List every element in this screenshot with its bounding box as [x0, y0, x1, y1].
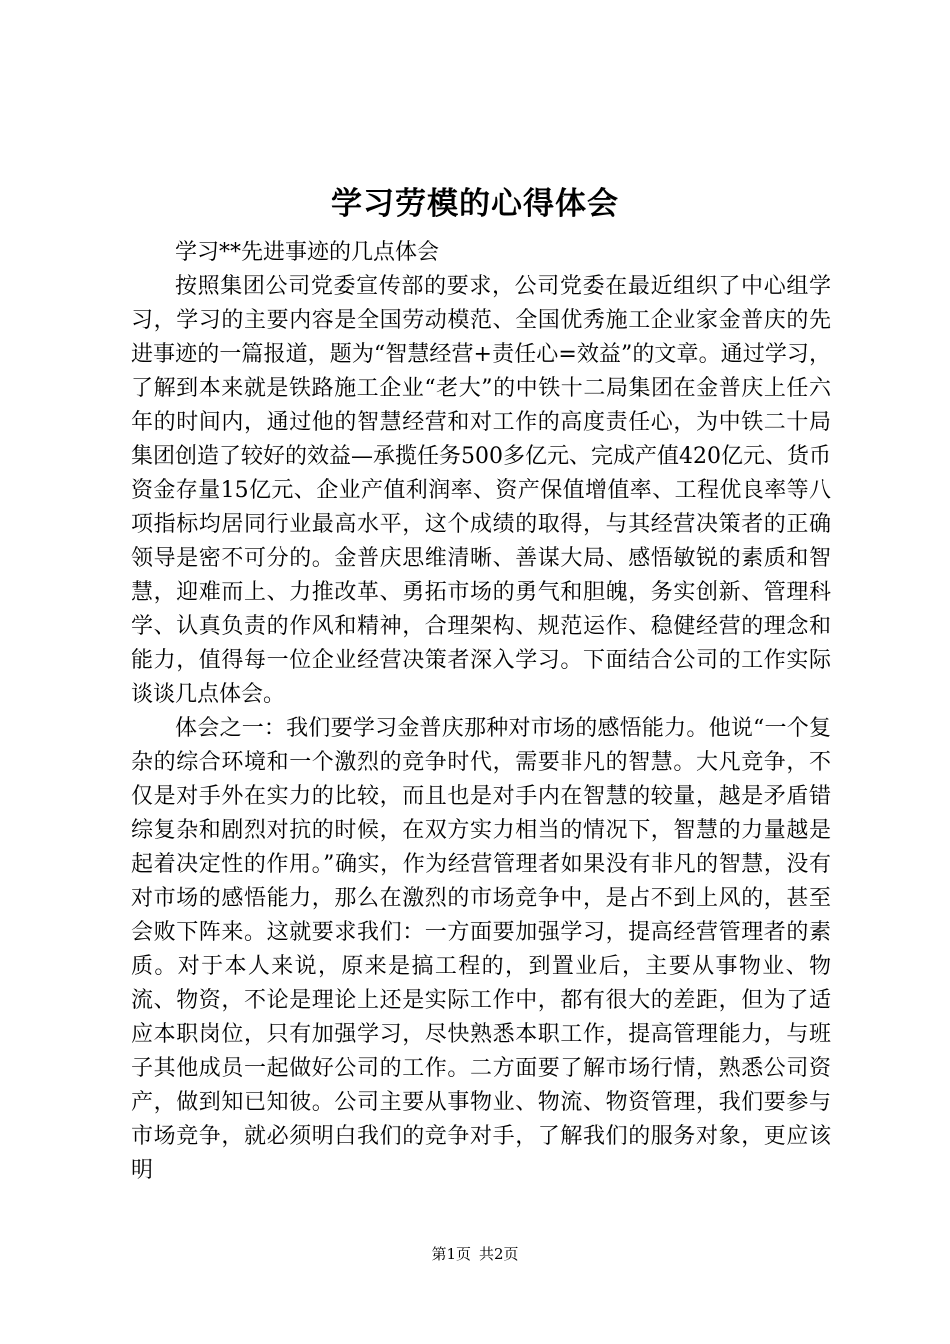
page-footer: [0, 1244, 950, 1264]
subtitle-paragraph: 学习**先进事迹的几点体会: [175, 240, 440, 265]
body-paragraph: 体会之一：我们要学习金普庆那种对市场的感悟能力。他说“一个复杂的综合环境和一个激烈的竞争时代，需要非凡的智慧。大凡竞争，不仅是对手外在实力的比较，而且也是对手内在智慧的较量，越是矛盾错综复杂和剧烈对抗的时候，在双方实力相当的情况下，智慧的力量越是起着决定性的作用。”确实，作为经营管理者如果没有非凡的智慧，没有对市场的感悟能力，那么在激烈的市场竞争中，是占不到上风的，甚至会败下阵来。这就要求我们：一方面要加强学习，提高经营管理者的素质。对于本人来说，原来是搞工程的，到置业后，主要从事物业、物流、物资，不论是理论上还是实际工作中，都有很大的差距，但为了适应本职岗位，只有加强学习，尽快熟悉本职工作，提高管理能力，与班子其他成员一起做好公司的工作。二方面要了解市场行情，熟悉公司资产，做到知已知彼。公司主要从事物业、物流、物资管理，我们要参与市场竞争，就必须明白我们的竞争对手，了解我们的服务对象，更应该明: [131, 716, 831, 1183]
body-paragraph: 按照集团公司党委宣传部的要求，公司党委在最近组织了中心组学习，学习的主要内容是全国劳动模范、全国优秀施工企业家金普庆的先进事迹的一篇报道，题为“智慧经营+责任心=效益”的文章。通过学习，了解到本来就是铁路施工企业“老大”的中铁十二局集团在金普庆上任六年的时间内，通过他的智慧经营和对工作的高度责任心，为中铁二十局集团创造了较好的效益—承揽任务500多亿元、完成产值420亿元、货币资金存量15亿元、企业产值利润率、资产保值增值率、工程优良率等八项指标均居同行业最高水平，这个成绩的取得，与其经营决策者的正确领导是密不可分的。金普庆思维清晰、善谋大局、感悟敏锐的素质和智慧，迎难而上、力推改革、勇拓市场的勇气和胆魄，务实创新、管理科学、认真负责的作风和精神，合理架构、规范运作、稳健经营的理念和能力，值得每一位企业经营决策者深入学习。下面结合公司的工作实际谈谈几点体会。: [131, 274, 831, 707]
page-total: 共2页: [479, 1245, 519, 1263]
document-title: 学习劳模的心得体会: [331, 186, 619, 222]
document-body: [131, 236, 831, 1188]
page-number: 第1页: [431, 1245, 471, 1263]
